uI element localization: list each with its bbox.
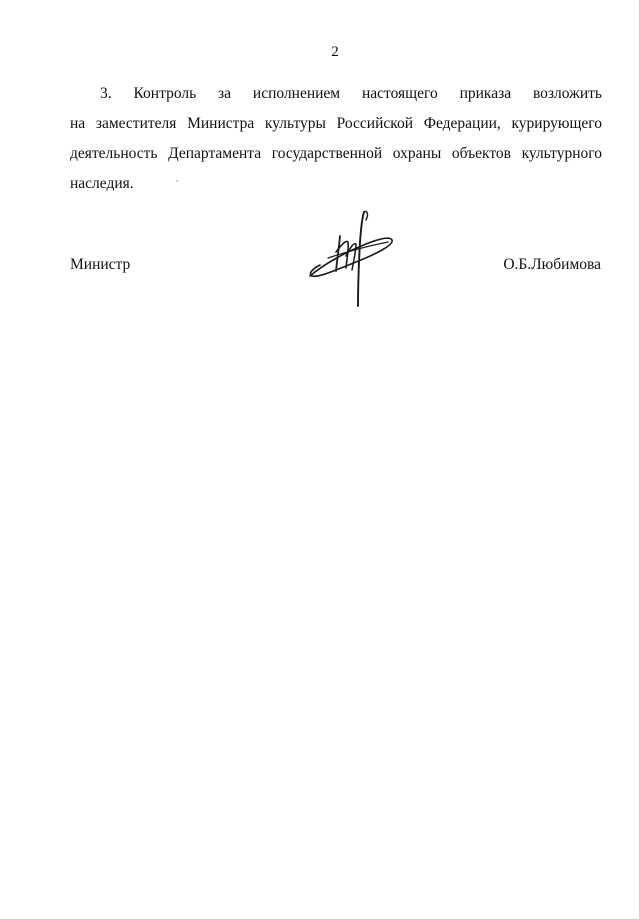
scan-speck: [176, 180, 178, 182]
paragraph-line: деятельность Департамента государственной охраны объектов культурного: [70, 145, 602, 162]
paragraph-item-3: [70, 79, 602, 199]
signatory-title: Министр: [70, 256, 131, 273]
handwritten-signature: [306, 208, 398, 312]
signatory-name: О.Б.Любимова: [503, 256, 601, 273]
page-number: 2: [331, 44, 339, 60]
paragraph-line: наследия.: [70, 175, 134, 192]
paragraph-line: на заместителя Министра культуры Российской Федерации, курирующего: [70, 115, 602, 132]
paragraph-line: 3. Контроль за исполнением настоящего приказа возложить: [100, 85, 602, 102]
